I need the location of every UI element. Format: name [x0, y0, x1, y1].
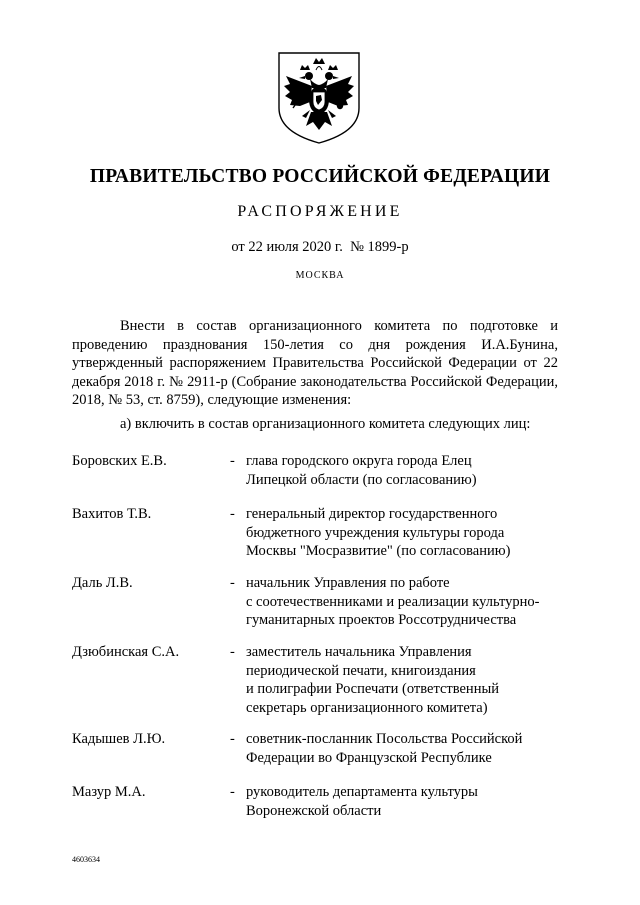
member-role: генеральный директор государственного бюджетного учреждения культуры города Москвы "Мосразвитие" (по согласованию) — [246, 506, 511, 559]
intro-paragraph: Внести в состав организационного комитета по подготовке и проведению празднования 150-летия со дня рождения И.А.Бунина, утвержденный распоряжением Правительства Российской Федерации от 22 декабря 2018 г. № 2911-р (Собрание законодательства Российской Федерации, 2018, № 53, ст. 8759), следующие изменения: — [72, 318, 558, 408]
member-role: руководитель департамента культуры Воронежской области — [246, 784, 478, 819]
member-role: глава городского округа города Елец Липецкой области (по согласованию) — [246, 453, 477, 488]
member-dash: - — [230, 784, 235, 800]
member-name: Боровских Е.В. — [72, 453, 167, 469]
member-name: Даль Л.В. — [72, 575, 133, 591]
member-name: Мазур М.А. — [72, 784, 146, 800]
member-name: Вахитов Т.В. — [72, 506, 152, 522]
member-role: советник-посланник Посольства Российской Федерации во Французской Республике — [246, 731, 523, 766]
member-dash: - — [230, 506, 235, 522]
member-dash: - — [230, 575, 235, 591]
document-code: 4603634 — [72, 855, 100, 864]
member-dash: - — [230, 731, 235, 747]
government-title: ПРАВИТЕЛЬСТВО РОССИЙСКОЙ ФЕДЕРАЦИИ — [89, 166, 551, 187]
item-a-text: а) включить в состав организационного комитета следующих лиц: — [120, 416, 531, 432]
member-dash: - — [230, 644, 235, 660]
document-date-number: от 22 июля 2020 г. № 1899-р — [231, 239, 409, 255]
member-dash: - — [230, 453, 235, 469]
member-role: заместитель начальника Управления периодической печати, книгоиздания и полиграфии Роспечати (ответственный секретарь организационного комитета) — [246, 644, 499, 716]
member-role: начальник Управления по работе с соотечественниками и реализации культурно- гуманитарных проектов Россотрудничества — [246, 575, 540, 628]
member-name: Дзюбинская С.А. — [72, 644, 180, 660]
coat-of-arms-emblem — [276, 50, 362, 146]
member-name: Кадышев Л.Ю. — [72, 731, 166, 747]
document-city: МОСКВА — [295, 270, 345, 281]
document-type: РАСПОРЯЖЕНИЕ — [237, 203, 403, 220]
